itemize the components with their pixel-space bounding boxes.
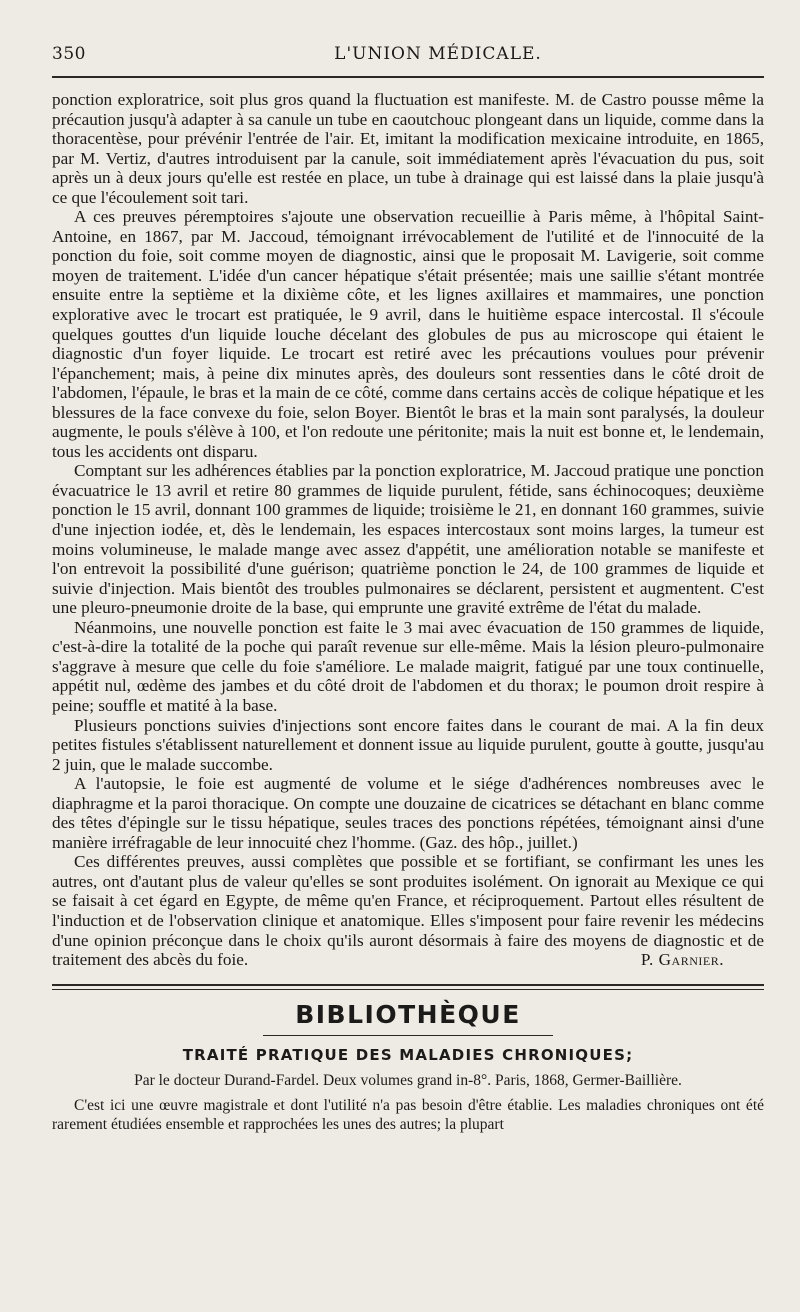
paragraph: Plusieurs ponctions suivies d'injections sont encore faites dans le courant de mai. A la fin deux petites fistules s'établissent naturellement et donnent issue au liquide purulent, goutte à goutte, jusqu'au 2 juin, que le malade succombe.: [52, 715, 764, 774]
paragraph: ponction exploratrice, soit plus gros quand la fluctuation est manifeste. M. de Castro pousse même la précaution jusqu'à adapter à sa canule un tube en caoutchouc plongeant dans un liquide, comme dans la thoracentèse, pour prévénir l'entrée de l'air. Et, imitant la modification mexicaine introduite, en 1865, par M. Vertiz, d'autres introduisent par la canule, soit immédiatement après l'évacuation du pus, soit après un à deux jours qu'elle est restée en place, un tube à drainage qui est laissé dans la plaie jusqu'à ce que l'écoulement soit tari.: [52, 90, 764, 207]
journal-title: L'UNION MÉDICALE.: [334, 44, 542, 64]
review-text: C'est ici une œuvre magistrale et dont l'utilité n'a pas besoin d'être établie. Les maladies chroniques ont été rarement étudiées ensemble et rapprochées les unes des autres; la plupart: [52, 1096, 764, 1133]
section-divider: [52, 984, 764, 990]
paragraph-text: Ces différentes preuves, aussi complètes que possible et se fortifiant, se confirmant les unes les autres, ont d'autant plus de valeur qu'elles se sont produites isolément. On ignorait au Mexique ce qui se faisait à cet égard en Egypte, de même qu'en France, et réciproquement. Partout elles résultent de l'induction et de l'observation clinique et anatomique. Elles s'imposent pour faire revenir les médecins d'une opinion préconçue dans le choix qu'ils auront désormais à faire des moyens de diagnostic et de traitement des abcès du foie.: [52, 852, 764, 970]
section-heading: BIBLIOTHÈQUE: [295, 999, 521, 1029]
paragraph: A l'autopsie, le foie est augmenté de volume et le siége d'adhérences nombreuses avec le diaphragme et la paroi thoracique. On compte une douzaine de cicatrices se détachant en blanc comme des têtes d'épingle sur le tissu hépatique, seules traces des ponctions répétées, témoignant ainsi d'une manière irréfragable de leur innocuité chez l'homme. (Gaz. des hôp., juillet.): [52, 774, 764, 852]
heading-rule: [263, 1035, 553, 1036]
paragraph-with-signature: [52, 852, 764, 969]
book-title: TRAITÉ PRATIQUE DES MALADIES CHRONIQUES;: [182, 1045, 634, 1064]
paragraph: Néanmoins, une nouvelle ponction est faite le 3 mai avec évacuation de 150 grammes de liquide, c'est-à-dire la totalité de la poche qui paraît revenue sur elle-même. Mais la lésion pleuro-pulmonaire s'aggrave à mesure que celle du foie s'améliore. Le malade maigrit, fatigué par une toux continuelle, appétit nul, œdème des jambes et du côté droit de l'abdomen et du thorax; le poumon droit respire à peine; souffle et matité à la base.: [52, 617, 764, 715]
header-rule: [52, 76, 764, 78]
page-number: 350: [52, 44, 86, 64]
book-reference: Par le docteur Durand-Fardel. Deux volumes grand in-8°. Paris, 1868, Germer-Baillière.: [134, 1071, 682, 1089]
running-head: [52, 36, 764, 76]
author-signature: P. Garnier.: [640, 950, 724, 970]
article-body: [52, 90, 764, 970]
paragraph: A ces preuves péremptoires s'ajoute une observation recueillie à Paris même, à l'hôpital Saint-Antoine, en 1867, par M. Jaccoud, témoignant irrévocablement de l'utilité et de l'innocuité de la ponction du foie, soit comme moyen de diagnostic, ainsi que le proposait M. Lavigerie, soit comme moyen de traitement. L'idée d'un cancer hépatique s'était présentée; mais une saillie s'étant montrée ensuite entre la septième et la dixième côte, et les lignes axillaires et mammaires, une ponction explorative avec le trocart est pratiquée, le 9 avril, dans le huitième espace intercostal. Il s'écoule quelques gouttes d'un liquide louche décelant des globules de pus au microscope qui étaient le diagnostic d'un foyer liquide. Le trocart est retiré avec les précautions voulues pour prévenir l'épanchement; mais, à peine dix minutes après, des douleurs sont ressenties dans le côté droit de l'abdomen, l'épaule, le bras et la main de ce côté, comme dans certains accès de colique hépatique et les blessures de la face convexe du foie, selon Boyer. Bientôt le bras et la main sont paralysés, la douleur augmente, le pouls s'élève à 100, et l'on redoute une péritonite; mais la nuit est bonne et, le lendemain, tous les accidents ont disparu.: [52, 207, 765, 461]
paragraph: Comptant sur les adhérences établies par la ponction exploratrice, M. Jaccoud pratique une ponction évacuatrice le 13 avril et retire 80 grammes de liquide purulent, fétide, sans échinocoques; deuxième ponction le 15 avril, donnant 100 grammes de liquide; troisième le 21, en donnant 160 grammes, suivie d'une injection iodée, et, dès le lendemain, les espaces intercostaux sont moins larges, la tumeur est moins volumineuse, le malade mange avec assez d'appétit, une amélioration notable se manifeste et l'on entrevoit la possibilité d'une guérison; quatrième ponction le 24, de 100 grammes de liquide et suivie d'injection. Mais bientôt des troubles pulmonaires se déclarent, persistent et augmentent. C'est une pleuro-pneumonie droite de la base, qui emprunte une gravité extrême de l'état du malade.: [52, 461, 764, 618]
